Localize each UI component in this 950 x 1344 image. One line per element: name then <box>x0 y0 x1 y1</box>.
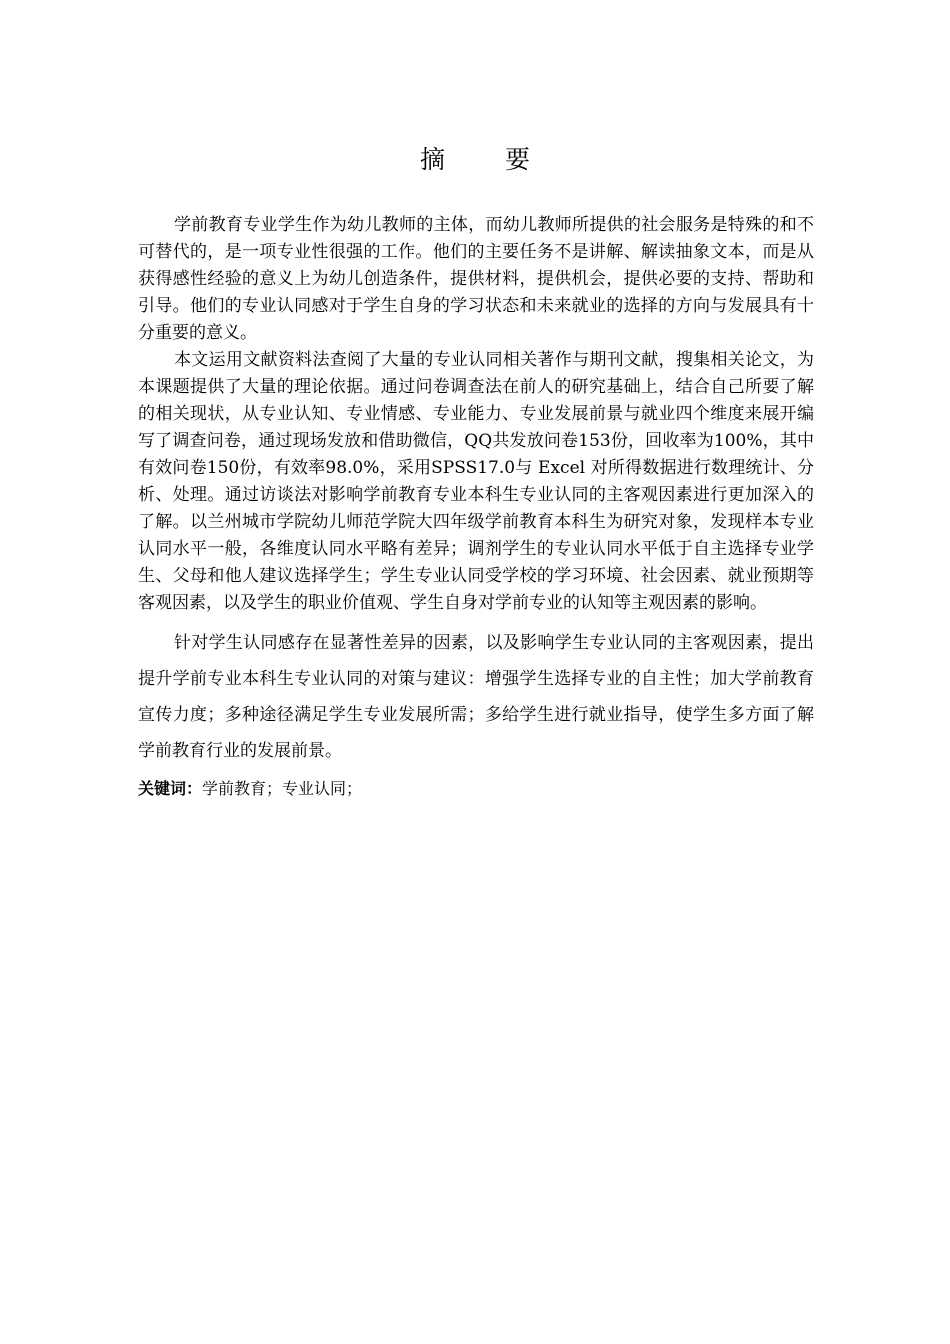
keywords-label: 关键词： <box>138 779 203 798</box>
abstract-title: 摘 要 <box>420 145 556 174</box>
abstract-paragraph-3: 针对学生认同感存在显著性差异的因素，以及影响学生专业认同的主客观因素，提出提升学前专业本科生专业认同的对策与建议：增强学生选择专业的自主性；加大学前教育宣传力度；多种途径满足学生专业发展所需；多给学生进行就业指导，使学生多方面了解学前教育行业的发展前景。 <box>138 633 814 761</box>
abstract-body <box>138 212 814 803</box>
keywords-line <box>138 775 814 803</box>
abstract-paragraph-2: 本文运用文献资料法查阅了大量的专业认同相关著作与期刊文献，搜集相关论文，为本课题提供了大量的理论依据。通过问卷调查法在前人的研究基础上，结合自己所要了解的相关现状，从专业认知、专业情感、专业能力、专业发展前景与就业四个维度来展开编写了调查问卷，通过现场发放和借助微信，QQ共发放问卷153份，回收率为100%，其中有效问卷150份，有效率98.0%，采用SPSS17.0与 Excel 对所得数据进行数理统计、分析、处理。通过访谈法对影响学前教育专业本科生专业认同的主客观因素进行更加深入的了解。以兰州城市学院幼儿师范学院大四年级学前教育本科生为研究对象，发现样本专业认同水平一般，各维度认同水平略有差异；调剂学生的专业认同水平低于自主选择专业学生、父母和他人建议选择学生；学生专业认同受学校的学习环境、社会因素、就业预期等客观因素，以及学生的职业价值观、学生自身对学前专业的认知等主观因素的影响。 <box>138 350 814 613</box>
abstract-paragraph-1: 学前教育专业学生作为幼儿教师的主体，而幼儿教师所提供的社会服务是特殊的和不可替代的，是一项专业性很强的工作。他们的主要任务不是讲解、解读抽象文本，而是从获得感性经验的意义上为幼儿创造条件，提供材料，提供机会，提供必要的支持、帮助和引导。他们的专业认同感对于学生自身的学习状态和未来就业的选择的方向与发展具有十分重要的意义。 <box>138 215 814 343</box>
keywords-value: 学前教育；专业认同； <box>202 779 363 798</box>
